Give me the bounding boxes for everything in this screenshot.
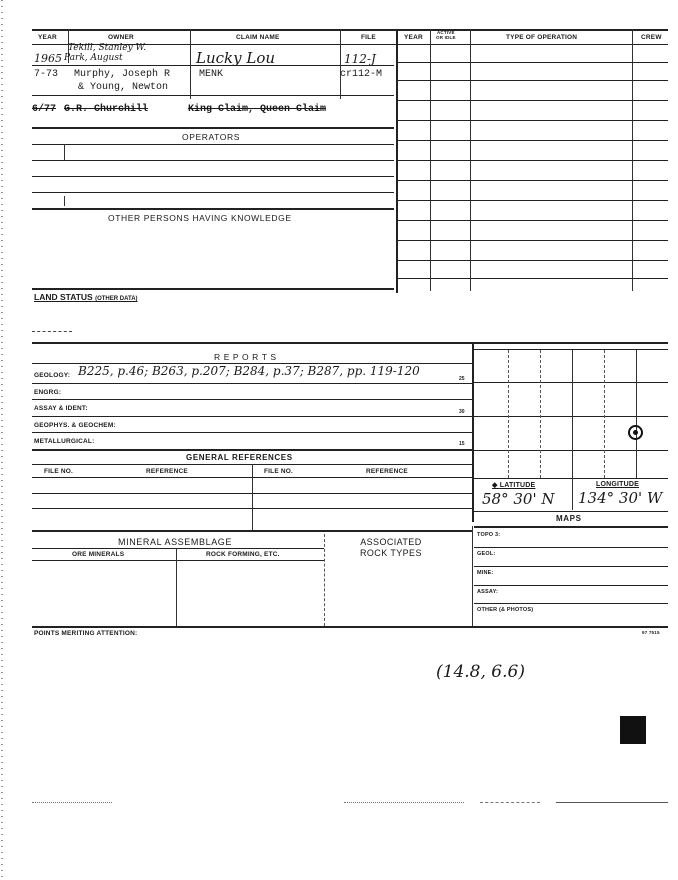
- ops-row-line: [398, 260, 668, 261]
- general-refs-bottom-line: [32, 530, 472, 532]
- row3-claim: King Claim, Queen Claim: [188, 104, 327, 115]
- grid-line: [474, 416, 668, 417]
- lat-long-divider: [572, 478, 573, 510]
- grid-line: [474, 382, 668, 383]
- assay-ident-label: ASSAY & IDENT:: [34, 405, 88, 412]
- other-photos-label: OTHER (& PHOTOS): [477, 607, 534, 613]
- top-border-line: [32, 29, 668, 31]
- mineral-bottom-line: [32, 626, 668, 628]
- footer-line-dotted: [32, 802, 112, 803]
- header-type-of-operation: TYPE OF OPERATION: [506, 34, 578, 41]
- registration-mark: [620, 716, 646, 744]
- general-refs-row-line: [32, 493, 472, 494]
- longitude-value: 134° 30' W: [578, 489, 663, 507]
- maps-row-line: [474, 547, 668, 548]
- maps-row-line: [474, 566, 668, 567]
- row2-owner: Murphy, Joseph R: [74, 69, 171, 80]
- persons-bottom-line: [32, 288, 394, 290]
- ops-row-line: [398, 100, 668, 101]
- row2-owner-2: & Young, Newton: [78, 82, 169, 93]
- mineral-subheading-line: [32, 560, 324, 561]
- header-file: FILE: [361, 34, 376, 41]
- ops-row-line: [398, 180, 668, 181]
- row1-claim: Lucky Lou: [196, 49, 276, 67]
- maps-row-line: [474, 603, 668, 604]
- ops-row-line: [398, 220, 668, 221]
- num-15: 15: [459, 441, 465, 447]
- reference-header-1: REFERENCE: [146, 468, 188, 475]
- footer-line-dashed: [480, 802, 540, 803]
- rock-forming-header: ROCK FORMING, ETC.: [206, 551, 280, 558]
- land-status-fragment: [32, 331, 72, 332]
- associated-divider: [324, 534, 325, 626]
- row2-year: 7-73: [34, 69, 59, 80]
- header-right-year: YEAR: [404, 34, 423, 41]
- operators-line: [32, 144, 394, 145]
- ops-row-line: [398, 80, 668, 81]
- grid-divider: [572, 350, 573, 478]
- maps-heading: MAPS: [556, 514, 582, 523]
- header-crew: CREW: [641, 34, 662, 41]
- latitude-label: ◆ LATITUDE: [492, 482, 536, 489]
- row2-file: cr112-M: [340, 69, 383, 80]
- ownership-bottom-line: [32, 127, 394, 129]
- latitude-value: 58° 30' N: [482, 490, 555, 508]
- land-status-bottom-line: [32, 342, 668, 344]
- points-meriting-attention: POINTS MERITING ATTENTION:: [34, 630, 138, 637]
- general-refs-row-line: [32, 477, 472, 478]
- reports-right-border: [472, 344, 474, 522]
- form-number: 97 7515: [642, 630, 660, 635]
- ore-minerals-header: ORE MINERALS: [72, 551, 125, 558]
- ownership-row-line: [32, 95, 394, 96]
- land-status-heading: LAND STATUS (OTHER DATA): [34, 292, 138, 302]
- lat-long-bottom-line: [474, 511, 668, 512]
- maps-heading-line: [474, 526, 668, 528]
- operators-tick: [64, 144, 65, 160]
- grid-top-line: [474, 349, 668, 350]
- num-30: 30: [459, 409, 465, 415]
- row1-owner-2: Park, August: [64, 53, 123, 63]
- left-margin-perforation: [1, 0, 3, 880]
- ops-row-line: [398, 120, 668, 121]
- reports-row-line: [32, 432, 472, 433]
- row1-file: 112-J: [344, 52, 376, 66]
- reports-row-line: [32, 383, 472, 384]
- operators-bottom-line: [32, 208, 394, 210]
- general-refs-row-line: [32, 508, 472, 509]
- maps-left-border: [472, 526, 473, 626]
- reports-heading: R E P O R T S: [214, 352, 277, 362]
- grid-divider: [636, 350, 637, 478]
- operators-line: [32, 192, 394, 193]
- row3-owner: G.R. Churchill: [64, 104, 149, 115]
- owner-column-divider: [190, 29, 191, 99]
- other-persons-heading: OTHER PERSONS HAVING KNOWLEDGE: [108, 213, 292, 223]
- main-vertical-divider: [396, 29, 398, 293]
- location-marker-icon: [628, 425, 643, 440]
- operators-tick: [64, 196, 65, 206]
- mineral-assemblage-heading: MINERAL ASSEMBLAGE: [118, 537, 233, 547]
- operators-line: [32, 160, 394, 161]
- general-refs-divider: [252, 464, 253, 530]
- grid-divider: [508, 350, 509, 478]
- header-owner: OWNER: [108, 34, 134, 41]
- mineral-divider: [176, 548, 177, 626]
- mine-label: MINE:: [477, 570, 494, 576]
- grid-divider: [540, 350, 541, 478]
- ops-row-line: [398, 140, 668, 141]
- header-year: YEAR: [38, 34, 57, 41]
- ops-row-line: [398, 160, 668, 161]
- row1-owner: Tekill, Stanley W.: [68, 43, 147, 53]
- associated-rock-types-heading: ASSOCIATED ROCK TYPES: [360, 537, 422, 558]
- reports-row-line: [32, 399, 472, 400]
- engrg-label: ENGRG:: [34, 389, 62, 396]
- operators-heading: OPERATORS: [182, 132, 240, 142]
- ops-row-line: [398, 62, 668, 63]
- mineral-heading-line: [32, 548, 324, 549]
- ops-row-line: [398, 278, 668, 279]
- file-no-header-1: FILE NO.: [44, 468, 74, 475]
- ops-row-line: [398, 240, 668, 241]
- ownership-row-line: [32, 65, 394, 66]
- ops-row-line: [398, 200, 668, 201]
- grid-divider: [604, 350, 605, 478]
- footer-line: [556, 802, 668, 803]
- reports-bottom-line: [32, 449, 472, 451]
- assay-map-label: ASSAY:: [477, 589, 499, 595]
- row2-claim: MENK: [199, 69, 224, 80]
- row3-year: 6/77: [32, 104, 57, 115]
- reports-row-line: [32, 416, 472, 417]
- row1-year: 1965: [34, 52, 62, 65]
- lat-long-top-line: [474, 478, 668, 479]
- reference-header-2: REFERENCE: [366, 468, 408, 475]
- claim-column-divider: [340, 29, 341, 99]
- general-references-heading: GENERAL REFERENCES: [186, 453, 293, 462]
- geophys-label: GEOPHYS. & GEOCHEM:: [34, 422, 116, 429]
- geol-label: GEOL:: [477, 551, 496, 557]
- topo-label: TOPO 3:: [477, 532, 501, 538]
- coordinates-note: (14.8, 6.6): [436, 662, 525, 682]
- geology-label: GEOLOGY:: [34, 372, 71, 379]
- header-claim-name: CLAIM NAME: [236, 34, 280, 41]
- metallurgical-label: METALLURGICAL:: [34, 438, 95, 445]
- footer-line-dotted: [344, 802, 464, 803]
- num-25: 25: [459, 376, 465, 382]
- file-no-header-2: FILE NO.: [264, 468, 294, 475]
- header-active-or-idle: ACTIVE OR IDLE: [436, 30, 456, 40]
- operators-line: [32, 176, 394, 177]
- longitude-label: LONGITUDE: [596, 481, 640, 488]
- geology-value: B225, p.46; B263, p.207; B284, p.37; B287, pp. 119-120: [78, 364, 420, 378]
- maps-row-line: [474, 585, 668, 586]
- grid-line: [474, 450, 668, 451]
